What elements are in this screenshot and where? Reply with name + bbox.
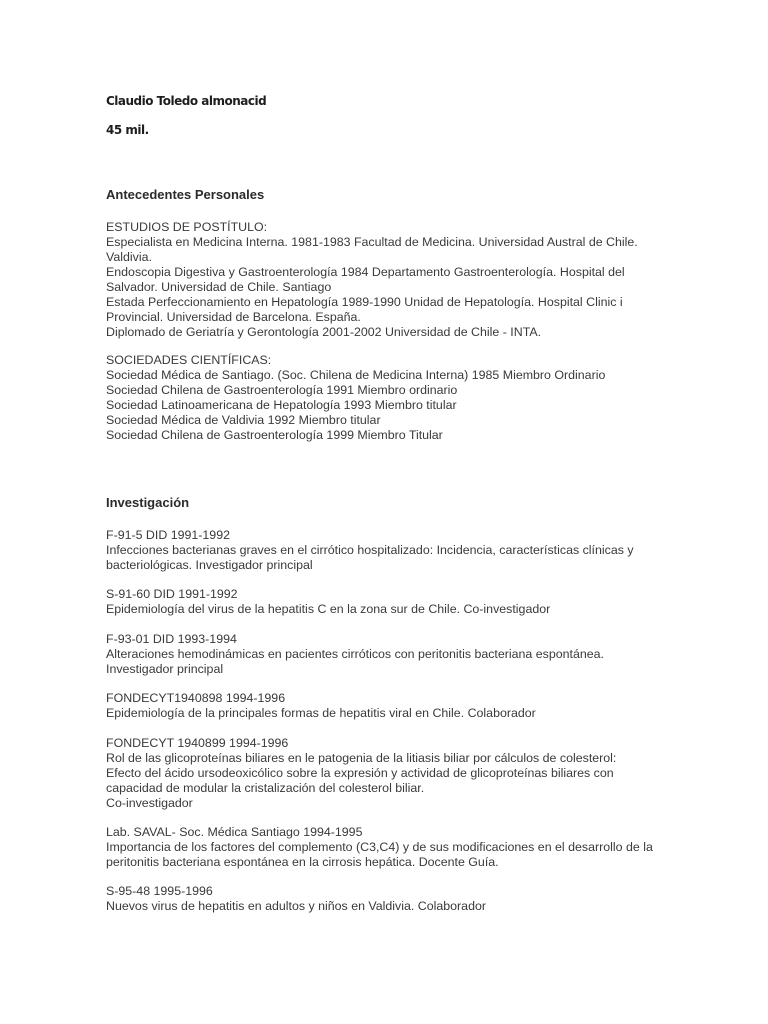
project-code: FONDECYT 1940899 1994-1996 xyxy=(106,736,289,750)
sociedades-line: Sociedad Chilena de Gastroenterología 1991 Miembro ordinario xyxy=(106,383,458,397)
estudios-line: Estada Perfeccionamiento en Hepatología 1989-1990 Unidad de Hepatología. Hospital Clinic i xyxy=(106,295,623,309)
estudios-heading: ESTUDIOS DE POSTÍTULO: xyxy=(106,220,268,234)
project-entry xyxy=(106,587,686,617)
project-code: Lab. SAVAL- Soc. Médica Santiago 1994-1995 xyxy=(106,825,363,839)
project-line: capacidad de modular la cristalización del colesterol biliar. xyxy=(106,781,425,795)
project-line: Nuevos virus de hepatitis en adultos y niños en Valdivia. Colaborador xyxy=(106,899,486,913)
project-code: FONDECYT1940898 1994-1996 xyxy=(106,691,286,705)
author-name: Claudio Toledo almonacid xyxy=(106,94,267,108)
project-code: F-93-01 DID 1993-1994 xyxy=(106,632,237,646)
sociedades-line: Sociedad Médica de Valdivia 1992 Miembro titular xyxy=(106,413,381,427)
project-entry xyxy=(106,825,686,870)
project-entry xyxy=(106,884,686,914)
project-line: Infecciones bacterianas graves en el cirrótico hospitalizado: Incidencia, características clínicas y xyxy=(106,543,634,557)
section-title-investigacion: Investigación xyxy=(106,495,190,510)
project-code: S-95-48 1995-1996 xyxy=(106,884,213,898)
sociedades-line: Sociedad Chilena de Gastroenterología 1999 Miembro Titular xyxy=(106,428,443,442)
sociedades-heading: SOCIEDADES CIENTÍFICAS: xyxy=(106,353,272,367)
project-line: Co-investigador xyxy=(106,796,193,810)
sociedades-line: Sociedad Latinoamericana de Hepatología 1993 Miembro titular xyxy=(106,398,457,412)
project-line: peritonitis bacteriana espontánea en la cirrosis hepática. Docente Guía. xyxy=(106,855,499,869)
estudios-line: Provincial. Universidad de Barcelona. España. xyxy=(106,310,361,324)
estudios-line: Diplomado de Geriatría y Gerontología 2001-2002 Universidad de Chile - INTA. xyxy=(106,325,542,339)
sociedades-line: Sociedad Médica de Santiago. (Soc. Chilena de Medicina Interna) 1985 Miembro Ordinario xyxy=(106,368,606,382)
estudios-line: Valdivia. xyxy=(106,250,152,264)
project-line: Alteraciones hemodinámicas en pacientes cirróticos con peritonitis bacteriana espontánea. xyxy=(106,647,604,661)
project-line: Epidemiología del virus de la hepatitis C en la zona sur de Chile. Co-investigador xyxy=(106,602,551,616)
project-line: Efecto del ácido ursodeoxicólico sobre la expresión y actividad de glicoproteínas biliares con xyxy=(106,766,614,780)
project-line: bacteriológicas. Investigador principal xyxy=(106,558,313,572)
amount-text: 45 mil. xyxy=(106,123,149,137)
estudios-block xyxy=(106,220,686,340)
project-entry xyxy=(106,528,686,573)
project-line: Investigador principal xyxy=(106,662,224,676)
sociedades-block xyxy=(106,353,686,443)
project-line: Importancia de los factores del complemento (C3,C4) y de sus modificaciones en el desarrollo de la xyxy=(106,840,653,854)
project-code: S-91-60 DID 1991-1992 xyxy=(106,587,238,601)
estudios-line: Endoscopia Digestiva y Gastroenterología 1984 Departamento Gastroenterología. Hospital del xyxy=(106,265,625,279)
project-entry xyxy=(106,632,686,677)
project-line: Rol de las glicoproteínas biliares en le patogenia de la litiasis biliar por cálculos de colesterol: xyxy=(106,751,617,765)
project-code: F-91-5 DID 1991-1992 xyxy=(106,528,230,542)
estudios-line: Salvador. Universidad de Chile. Santiago xyxy=(106,280,332,294)
section-title-antecedentes: Antecedentes Personales xyxy=(106,187,265,202)
project-line: Epidemiología de la principales formas de hepatitis viral en Chile. Colaborador xyxy=(106,706,536,720)
estudios-line: Especialista en Medicina Interna. 1981-1983 Facultad de Medicina. Universidad Austral de Chile. xyxy=(106,235,638,249)
project-entry xyxy=(106,691,686,721)
project-entry xyxy=(106,736,686,811)
